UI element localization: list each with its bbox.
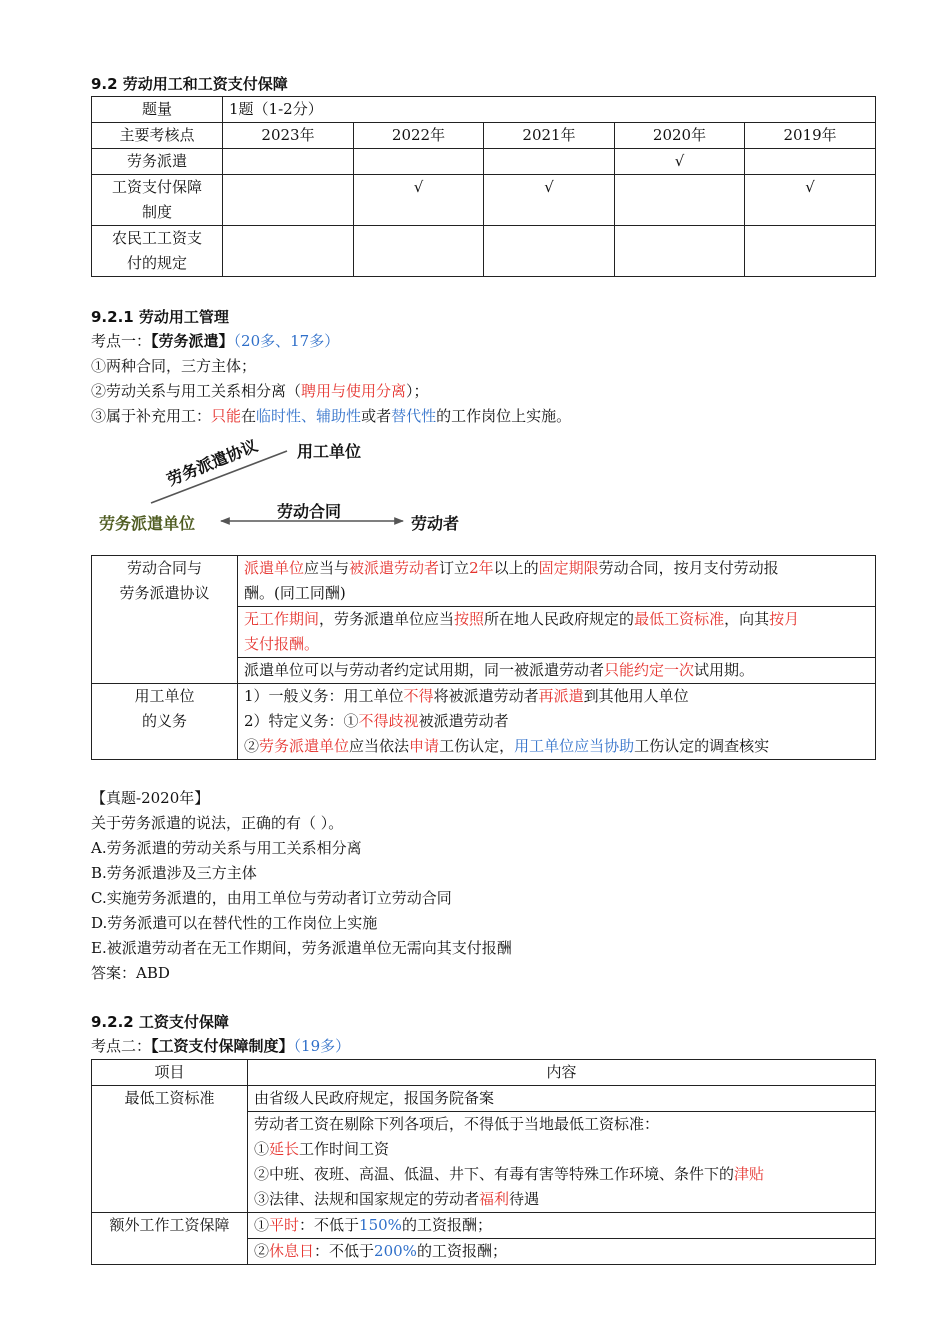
- table-row: [92, 97, 876, 123]
- check-cell: [354, 149, 484, 175]
- table-row: [92, 684, 876, 760]
- check-cell: [745, 226, 876, 277]
- dispatch-diagram: [91, 435, 875, 539]
- section-9-2-2-title: 9.2.2 工资支付保障: [91, 1013, 229, 1031]
- table-row: [92, 556, 876, 607]
- exam-tag: 【真题-2020年】: [91, 789, 210, 807]
- check-cell: √: [484, 175, 615, 226]
- header-cell: 主要考核点: [92, 123, 223, 149]
- table-row: [92, 1060, 876, 1086]
- agreement-label: 劳务派遣协议: [164, 435, 261, 490]
- content-cell: 派遣单位应当与被派遣劳动者订立2年以上的固定期限劳动合同，按月支付劳动报 酬。(同工同酬): [238, 556, 876, 607]
- check-cell: [615, 226, 745, 277]
- row-label: 用工单位 的义务: [92, 684, 238, 760]
- table-row: [92, 175, 876, 226]
- point-item: ①两种合同，三方主体；: [91, 357, 257, 375]
- exam-option: D.劳务派遣可以在替代性的工作岗位上实施: [91, 914, 378, 932]
- header-cell: 2021年: [484, 123, 615, 149]
- point-one-heading: 考点一：【劳务派遣】（20多、17多）: [91, 332, 340, 350]
- point-item: ③属于补充用工：只能在临时性、辅助性或者替代性的工作岗位上实施。: [91, 407, 572, 425]
- contract-label: 劳动合同: [277, 502, 342, 521]
- check-cell: [484, 226, 615, 277]
- exam-option: E.被派遣劳动者在无工作期间，劳务派遣单位无需向其支付报酬: [91, 939, 512, 957]
- header-cell: 2019年: [745, 123, 876, 149]
- row-label: 最低工资标准: [92, 1086, 248, 1213]
- check-cell: √: [745, 175, 876, 226]
- check-cell: [354, 226, 484, 277]
- exam-option: C.实施劳务派遣的，由用工单位与劳动者订立劳动合同: [91, 889, 452, 907]
- table-row: [92, 123, 876, 149]
- check-cell: [223, 149, 354, 175]
- overview-table: [91, 96, 876, 277]
- header-cell: 项目: [92, 1060, 248, 1086]
- table-row: [92, 226, 876, 277]
- row-label: 劳动合同与 劳务派遣协议: [92, 556, 238, 684]
- exam-option: B.劳务派遣涉及三方主体: [91, 864, 257, 882]
- check-cell: √: [615, 149, 745, 175]
- row-label: 题量: [92, 97, 223, 123]
- worker-label: 劳动者: [411, 514, 460, 533]
- point-item: ②劳动关系与用工关系相分离（聘用与使用分离）；: [91, 382, 429, 400]
- check-cell: [484, 149, 615, 175]
- check-cell: [223, 226, 354, 277]
- dispatch-table: [91, 555, 876, 760]
- table-row: [92, 1086, 876, 1112]
- header-cell: 2020年: [615, 123, 745, 149]
- section-9-2-1-title: 9.2.1 劳动用工管理: [91, 308, 229, 326]
- content-cell: 1）一般义务：用工单位不得将被派遣劳动者再派遣到其他用人单位 2）特定义务：①不得歧视被派遣劳动者 ②劳务派遣单位应当依法申请工伤认定，用工单位应当协助工伤认定的调查核实: [238, 684, 876, 760]
- check-cell: [745, 149, 876, 175]
- check-cell: [615, 175, 745, 226]
- section-9-2-title: 9.2 劳动用工和工资支付保障: [91, 75, 288, 93]
- row-value: 1题（1-2分）: [223, 97, 876, 123]
- content-cell: 派遣单位可以与劳动者约定试用期，同一被派遣劳动者只能约定一次试用期。: [238, 658, 876, 684]
- point-two-heading: 考点二：【工资支付保障制度】（19多）: [91, 1037, 351, 1055]
- table-row: [92, 1213, 876, 1265]
- check-cell: [223, 175, 354, 226]
- page: [91, 72, 875, 1265]
- exam-option: A.劳务派遣的劳动关系与用工关系相分离: [91, 839, 362, 857]
- content-cell: 由省级人民政府规定，报国务院备案: [248, 1086, 876, 1112]
- header-cell: 2023年: [223, 123, 354, 149]
- table-row: [92, 149, 876, 175]
- row-label: 劳务派遣: [92, 149, 223, 175]
- exam-question: 关于劳务派遣的说法，正确的有（ ）。: [91, 814, 344, 832]
- header-cell: 内容: [248, 1060, 876, 1086]
- row-label: 农民工工资支 付的规定: [92, 226, 223, 277]
- header-cell: 2022年: [354, 123, 484, 149]
- content-cell: 劳动者工资在剔除下列各项后，不得低于当地最低工资标准： ①延长工作时间工资 ②中班、夜班、高温、低温、井下、有毒有害等特殊工作环境、条件下的津贴 ③法律、法规和国家规定的劳动者福利待遇: [248, 1112, 876, 1213]
- row-label: 额外工作工资保障: [92, 1213, 248, 1265]
- exam-answer: 答案：ABD: [91, 964, 170, 982]
- content-cell: 无工作期间，劳务派遣单位应当按照所在地人民政府规定的最低工资标准，向其按月 支付报酬。: [238, 607, 876, 658]
- employer-label: 用工单位: [297, 442, 362, 461]
- dispatcher-label: 劳务派遣单位: [99, 514, 196, 533]
- row-label: 工资支付保障 制度: [92, 175, 223, 226]
- check-cell: √: [354, 175, 484, 226]
- wage-table: [91, 1059, 876, 1265]
- content-cell: ①平时：不低于150%的工资报酬； ②休息日：不低于200%的工资报酬；: [248, 1213, 876, 1265]
